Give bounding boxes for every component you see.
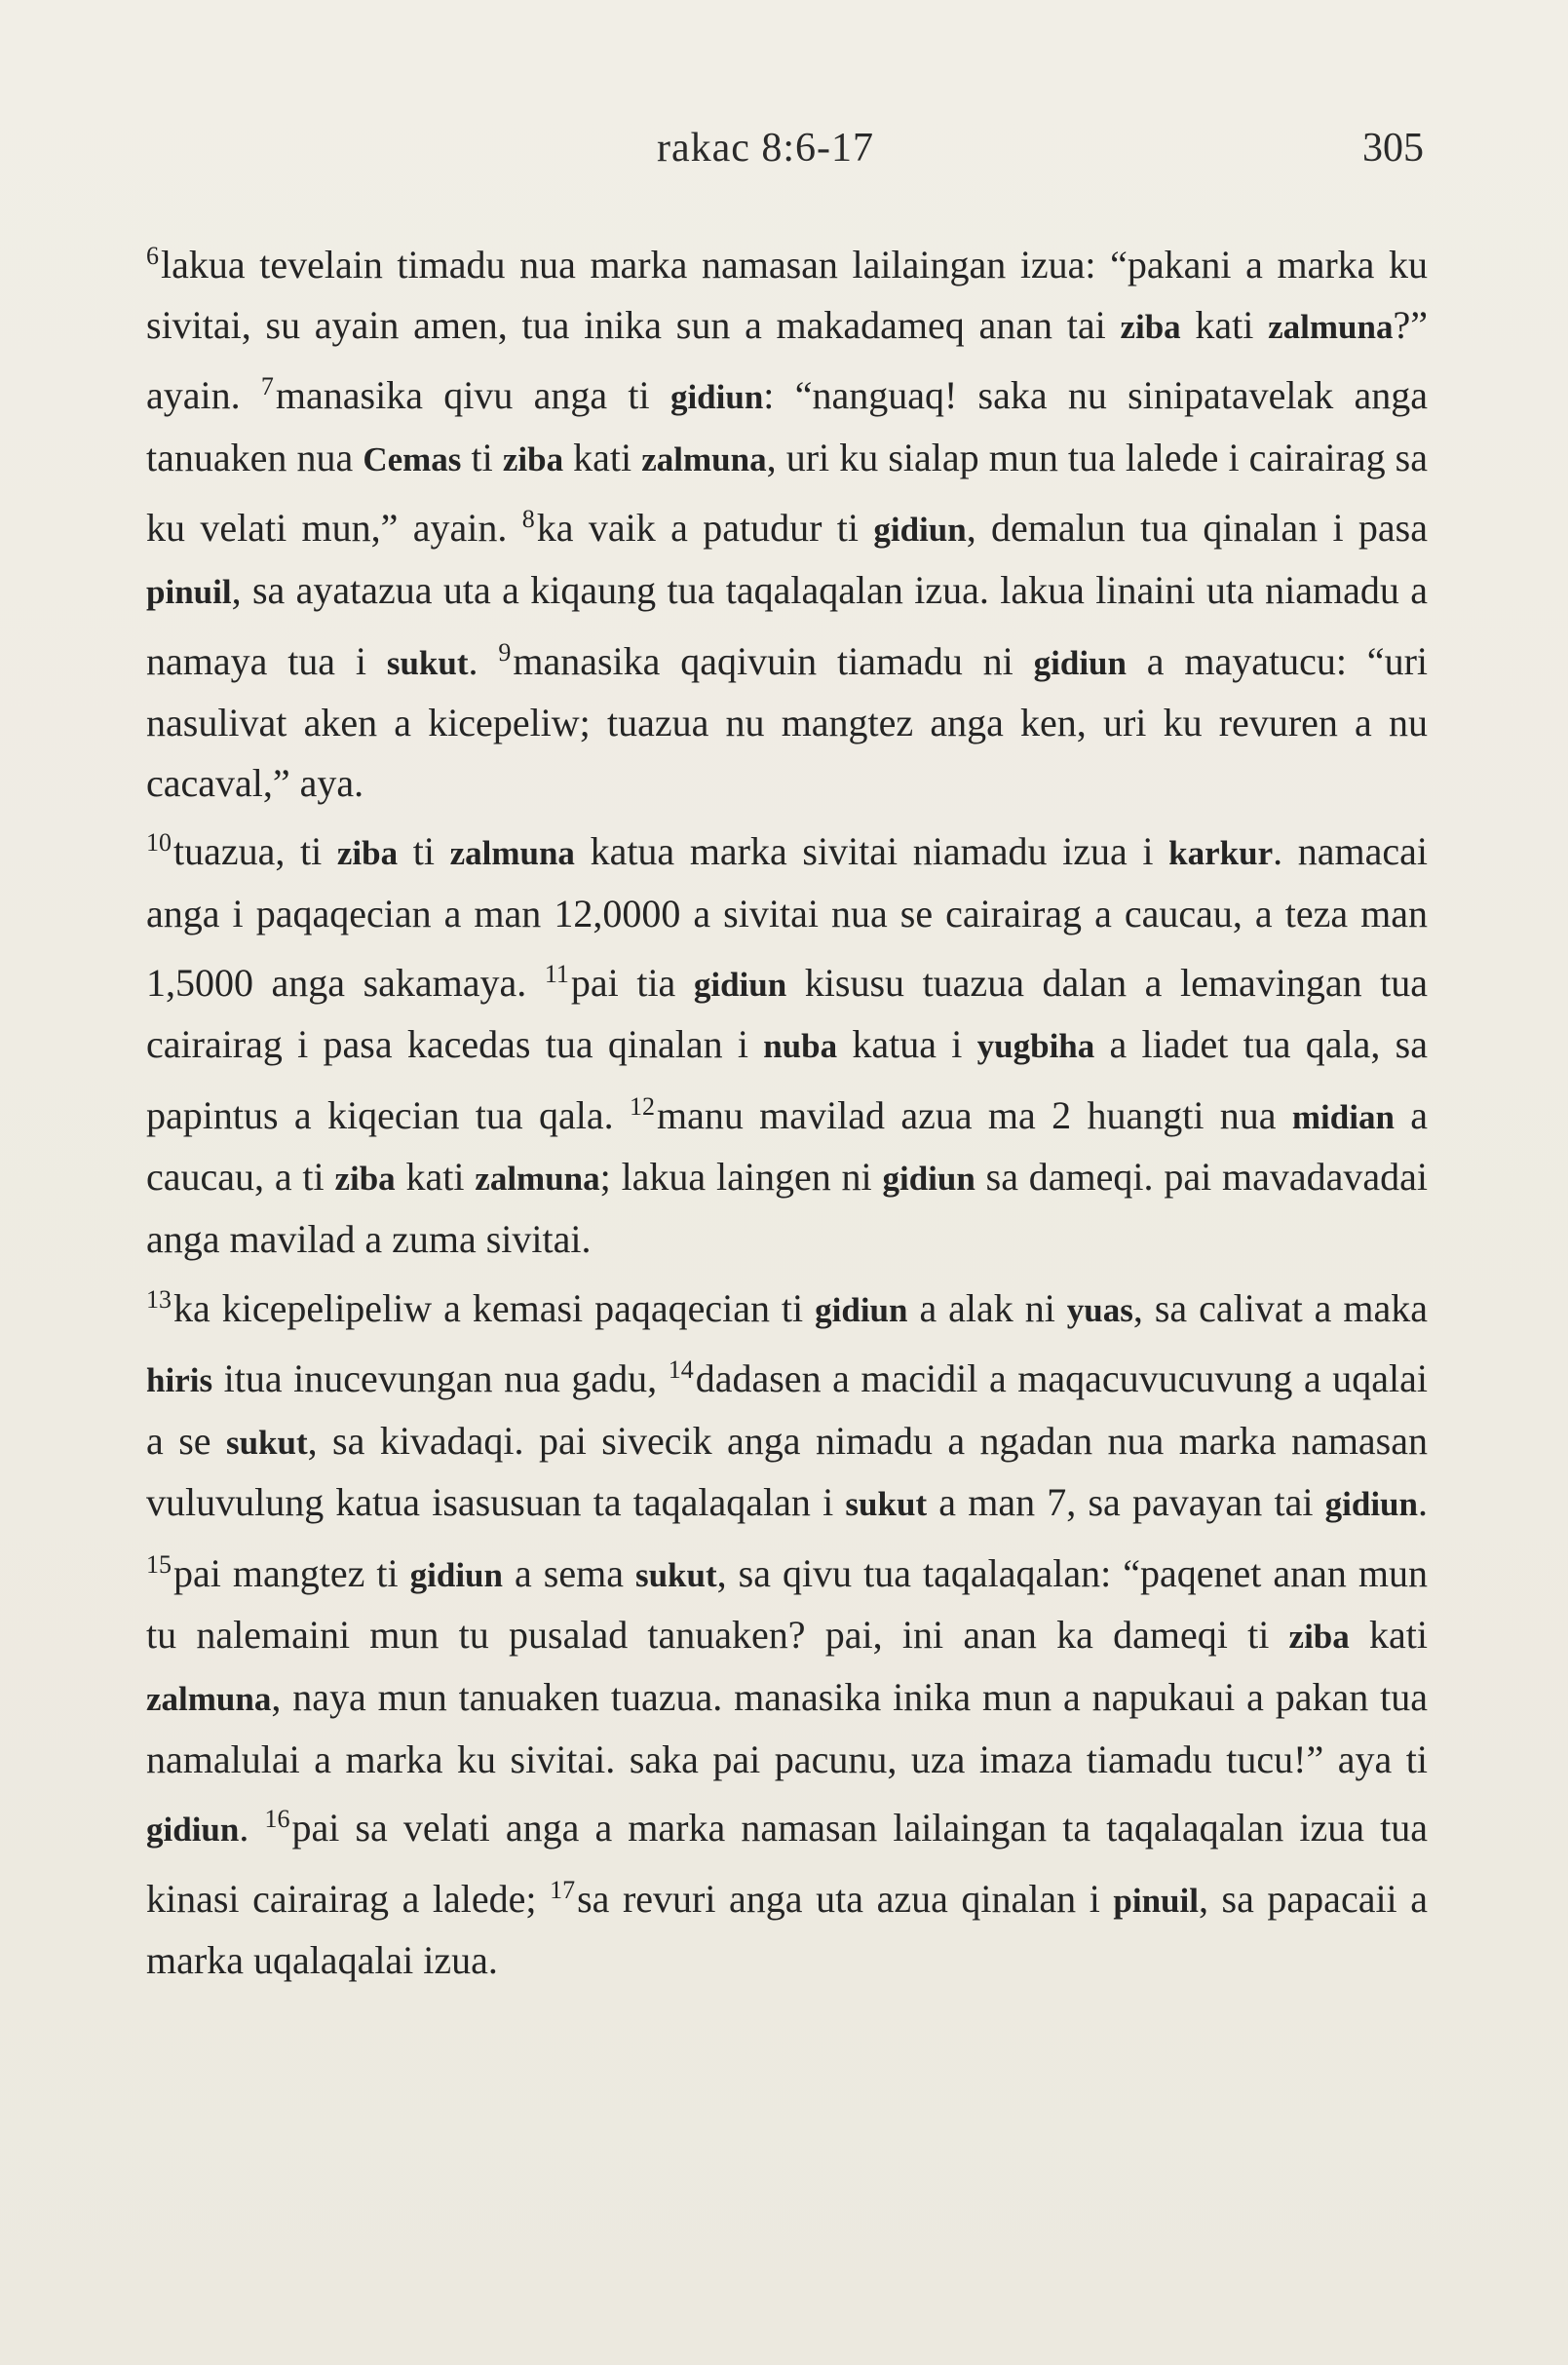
text-run: kati: [1349, 1613, 1428, 1658]
text-run: . namacai anga i paqaqecian a man 12,0000 a sivitai nua se cairairag a caucau, a teza man 1,5000 anga sakamaya.: [146, 829, 1428, 1005]
text-run: , sa calivat a maka: [1132, 1285, 1429, 1330]
proper-name: zalmuna: [475, 1160, 600, 1199]
proper-name: gidiun: [409, 1555, 503, 1594]
text-run: kati: [395, 1155, 476, 1200]
verse-number: 11: [544, 959, 569, 988]
text-run: ka kicepelipeliw a kemasi paqaqecian ti: [173, 1285, 816, 1330]
paragraph: [107, 226, 1428, 813]
text-run: a sema: [502, 1550, 635, 1595]
proper-name: sukut: [386, 643, 469, 682]
verse-number: 17: [550, 1875, 576, 1904]
proper-name: karkur: [1168, 834, 1274, 873]
text-run: a caucau, a ti: [146, 1092, 1429, 1200]
text-run: , uri ku sialap mun tua lalede i cairairag sa ku velati mun,” ayain.: [146, 435, 1428, 551]
proper-name: sukut: [845, 1485, 928, 1524]
verse-number: 12: [629, 1091, 655, 1121]
verse-number: 10: [146, 828, 172, 858]
text-run: .: [239, 1806, 265, 1850]
verse-number: 8: [521, 505, 535, 534]
text-run: ?” ayain.: [146, 302, 1428, 418]
verse-number: 13: [146, 1284, 172, 1314]
text-run: , sa qivu tua taqalaqalan: “paqenet anan mun tu nalemaini mun tu pusalad tanuaken? pai, ini anan ka dameqi ti: [146, 1550, 1428, 1658]
text-run: a man 7, sa pavayan tai: [927, 1480, 1325, 1525]
proper-name: gidiun: [882, 1160, 975, 1199]
proper-name: ziba: [336, 834, 399, 873]
proper-name: gidiun: [873, 511, 967, 550]
proper-name: zalmuna: [641, 439, 767, 478]
proper-name: gidiun: [146, 1811, 240, 1850]
running-head: rakac 8:6-17: [656, 126, 875, 171]
proper-name: gidiun: [693, 965, 787, 1004]
text-run: , sa kivadaqi. pai sivecik anga nimadu a ngadan nua marka namasan vuluvulung katua isasusuan ta taqalaqalan i: [146, 1418, 1429, 1525]
proper-name: gidiun: [815, 1290, 908, 1329]
text-run: ; lakua laingen ni: [599, 1155, 883, 1200]
text-run: ti: [461, 435, 503, 479]
proper-name: zalmuna: [1268, 307, 1394, 346]
text-run: lakua tevelain timadu nua marka namasan lailaingan izua: “pakani a marka ku sivitai, su ayain amen, tua inika sun a makadameq anan tai: [146, 243, 1428, 347]
text-run: , sa papacaii a marka uqalaqalai izua.: [146, 1876, 1428, 1983]
text-run: .: [468, 638, 499, 683]
proper-name: hiris: [146, 1361, 213, 1400]
proper-name: ziba: [1120, 307, 1181, 346]
text-run: dadasen a macidil a maqacuvucuvung a uqalai a se: [146, 1356, 1428, 1463]
proper-name: gidiun: [1324, 1485, 1418, 1524]
proper-name: ziba: [334, 1160, 396, 1199]
proper-name: nuba: [763, 1027, 838, 1066]
proper-name: pinuil: [1113, 1881, 1199, 1920]
proper-name: sukut: [634, 1555, 717, 1594]
verse-number: 16: [264, 1805, 290, 1834]
text-run: pai tia: [570, 960, 694, 1005]
text-run: , naya mun tanuaken tuazua. manasika inika mun a napukaui a pakan tua namalulai a marka ku sivitai. saka pai pacunu, uza imaza tiamadu tucu!” aya ti: [146, 1675, 1428, 1781]
text-run: a liadet tua qala, sa papintus a kiqecian tua qala.: [146, 1022, 1429, 1137]
text-run: tuazua, ti: [173, 829, 337, 874]
text-run: a mayatucu: “uri nasulivat aken a kicepeliw; tuazua nu mangtez anga ken, uri ku revuren a nu cacaval,” aya.: [146, 638, 1428, 805]
proper-name: gidiun: [669, 378, 764, 417]
paragraph: [107, 813, 1428, 1269]
verse-number: 9: [498, 637, 512, 667]
verse-number: 7: [260, 372, 274, 401]
proper-name: sukut: [225, 1423, 308, 1462]
proper-name: gidiun: [1033, 643, 1127, 682]
text-run: .: [1418, 1480, 1428, 1525]
text-run: kati: [1180, 302, 1269, 347]
text-run: , sa ayatazua uta a kiqaung tua taqalaqalan izua. lakua linaini uta niamadu a namaya tua i: [146, 567, 1428, 683]
paragraph: [107, 1270, 1428, 1992]
proper-name: midian: [1291, 1097, 1395, 1136]
page-number: 305: [1362, 126, 1424, 171]
verse-number: 14: [668, 1355, 694, 1385]
proper-name: pinuil: [146, 572, 232, 611]
text-run: : “nanguaq! saka nu sinipatavelak anga tanuaken nua: [146, 373, 1429, 479]
text-run: katua marka sivitai niamadu izua i: [574, 829, 1169, 874]
text-run: manasika qivu anga ti: [275, 373, 670, 418]
proper-name: zalmuna: [449, 834, 575, 873]
proper-name: Cemas: [363, 439, 462, 478]
proper-name: ziba: [1288, 1618, 1350, 1657]
text-run: ka vaik a patudur ti: [536, 506, 874, 551]
text-run: katua i: [837, 1022, 977, 1067]
verse-number: 15: [146, 1549, 172, 1579]
page-header: [107, 125, 1424, 183]
text-run: manasika qaqivuin tiamadu ni: [513, 638, 1034, 683]
text-run: kisusu tuazua dalan a lemavingan tua cairairag i pasa kacedas tua qinalan i: [146, 960, 1428, 1067]
text-run: sa dameqi. pai mavadavadai anga mavilad a zuma sivitai.: [146, 1155, 1428, 1261]
proper-name: yuas: [1066, 1290, 1133, 1329]
text-run: pai sa velati anga a marka namasan lailaingan ta taqalaqalan izua tua kinasi cairairag a lalede;: [146, 1806, 1429, 1921]
text-run: , demalun tua qinalan i pasa: [966, 506, 1429, 551]
text-run: pai mangtez ti: [173, 1550, 410, 1595]
text-run: manu mavilad azua ma 2 huangti nua: [656, 1092, 1292, 1137]
text-run: kati: [563, 435, 642, 479]
proper-name: zalmuna: [146, 1680, 272, 1719]
body-text: [107, 226, 1428, 1991]
text-run: sa revuri anga uta azua qinalan i: [577, 1876, 1114, 1921]
proper-name: yugbiha: [976, 1027, 1095, 1066]
text-run: ti: [398, 829, 450, 874]
text-run: a alak ni: [907, 1285, 1067, 1330]
proper-name: ziba: [502, 439, 564, 478]
verse-number: 6: [146, 242, 159, 270]
text-run: itua inucevungan nua gadu,: [212, 1356, 669, 1401]
